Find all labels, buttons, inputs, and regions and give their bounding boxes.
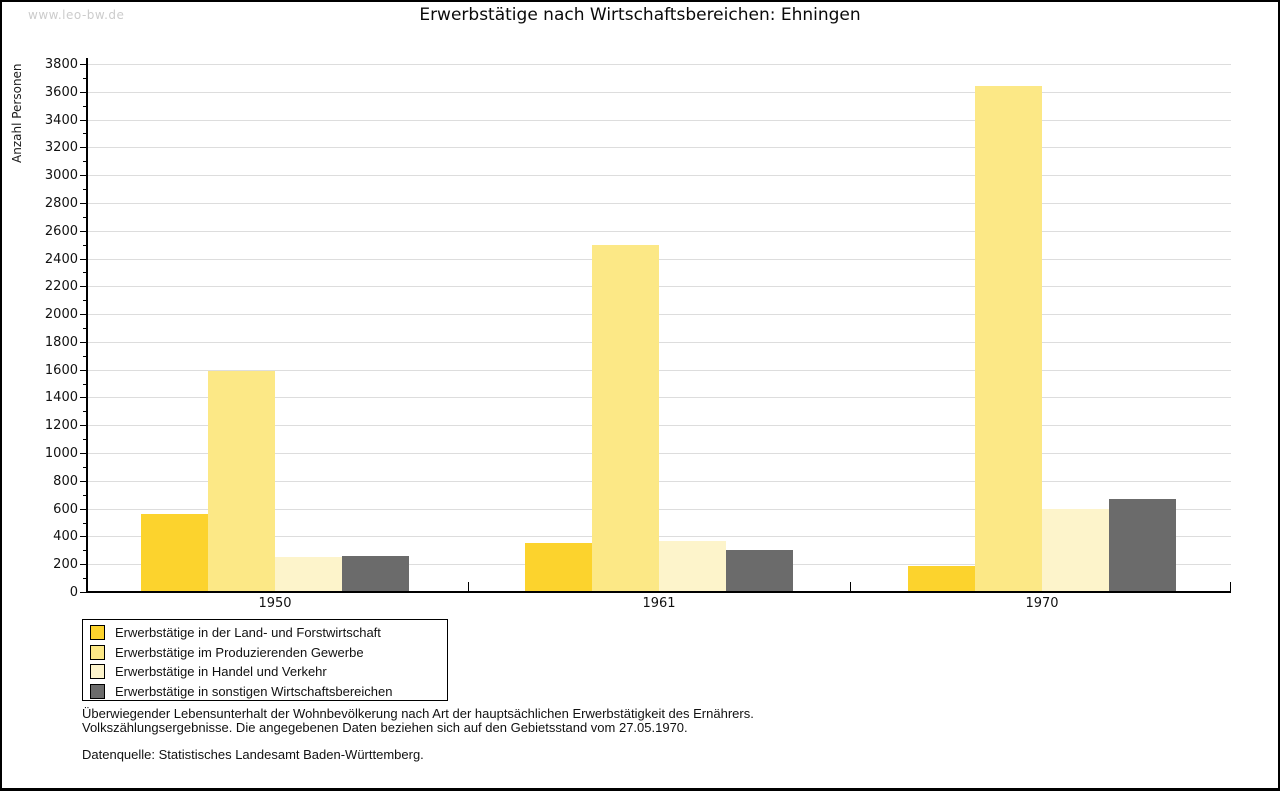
gridline: [87, 286, 1231, 287]
y-tick-label: 3800: [44, 57, 78, 72]
legend-label-4: Erwerbstätige in sonstigen Wirtschaftsbereichen: [115, 683, 393, 699]
footnote-line-2: Volkszählungsergebnisse. Die angegebenen Daten beziehen sich auf den Gebietsstand vom 27.05.1970.: [82, 719, 688, 735]
bar-1970-series-2: [975, 86, 1042, 592]
footnote-line-1: Überwiegender Lebensunterhalt der Wohnbevölkerung nach Art der hauptsächlichen Erwerbstätigkeit des Ernährers.: [82, 706, 754, 721]
x-tick-label: 1970: [1025, 596, 1059, 611]
gridline: [87, 64, 1231, 65]
legend-swatch-2: [90, 645, 105, 660]
legend-swatch-3: [90, 664, 105, 679]
legend-item-3: [90, 662, 447, 682]
x-axis-line: [86, 591, 1231, 593]
y-tick-label: 1600: [44, 363, 78, 378]
bar-1970-series-1: [908, 566, 975, 592]
y-tick-label: 2800: [44, 196, 78, 211]
legend-swatch-1: [90, 625, 105, 640]
y-tick-label: 2600: [44, 224, 78, 239]
watermark: www.leo-bw.de: [28, 8, 125, 22]
legend-label-1: Erwerbstätige in der Land- und Forstwirtschaft: [115, 625, 381, 641]
gridline: [87, 342, 1231, 343]
chart-title: Erwerbstätige nach Wirtschaftsbereichen: Ehningen: [419, 5, 861, 25]
gridline: [87, 175, 1231, 176]
bar-1950-series-1: [141, 514, 208, 592]
legend-label-2: Erwerbstätige im Produzierenden Gewerbe: [115, 644, 364, 660]
gridline: [87, 231, 1231, 232]
bar-1970-series-4: [1109, 499, 1176, 592]
y-tick-label: 2000: [44, 307, 78, 322]
y-tick-label: 200: [53, 557, 78, 572]
y-tick-label: 1200: [44, 418, 78, 433]
x-axis-tick: [1230, 582, 1231, 592]
y-tick-label: 1000: [44, 446, 78, 461]
y-tick-label: 2200: [44, 279, 78, 294]
x-tick-label: 1950: [258, 596, 292, 611]
bar-1950-series-3: [275, 557, 342, 592]
y-tick-label: 3600: [44, 85, 78, 100]
legend-item-1: [90, 623, 447, 643]
gridline: [87, 147, 1231, 148]
y-tick-label: 2400: [44, 252, 78, 267]
x-axis-tick: [850, 582, 851, 592]
legend-item-2: [90, 643, 447, 663]
gridline: [87, 314, 1231, 315]
y-tick-label: 3400: [44, 113, 78, 128]
bar-1950-series-2: [208, 371, 275, 592]
y-tick-label: 600: [53, 502, 78, 517]
y-tick-label: 800: [53, 474, 78, 489]
y-tick-label: 0: [69, 585, 78, 600]
legend-swatch-4: [90, 684, 105, 699]
x-axis-tick: [468, 582, 469, 592]
bar-1961-series-4: [726, 550, 793, 592]
y-tick-label: 3000: [44, 168, 78, 183]
bar-1970-series-3: [1042, 509, 1109, 592]
y-tick-label: 1400: [44, 390, 78, 405]
y-tick-label: 400: [53, 529, 78, 544]
y-axis-label: Anzahl Personen: [10, 63, 24, 163]
gridline: [87, 92, 1231, 93]
bar-1950-series-4: [342, 556, 409, 592]
gridline: [87, 259, 1231, 260]
y-tick-label: 1800: [44, 335, 78, 350]
legend-item-4: [90, 682, 447, 702]
gridline: [87, 203, 1231, 204]
footnote: [82, 707, 882, 734]
legend: [82, 619, 448, 701]
data-source: Datenquelle: Statistisches Landesamt Baden-Württemberg.: [82, 747, 424, 762]
bar-1961-series-3: [659, 541, 726, 592]
bar-1961-series-2: [592, 245, 659, 592]
y-tick-label: 3200: [44, 140, 78, 155]
y-axis-line: [86, 58, 88, 593]
legend-label-3: Erwerbstätige in Handel und Verkehr: [115, 664, 327, 680]
bar-1961-series-1: [525, 543, 592, 592]
gridline: [87, 120, 1231, 121]
x-tick-label: 1961: [642, 596, 676, 611]
